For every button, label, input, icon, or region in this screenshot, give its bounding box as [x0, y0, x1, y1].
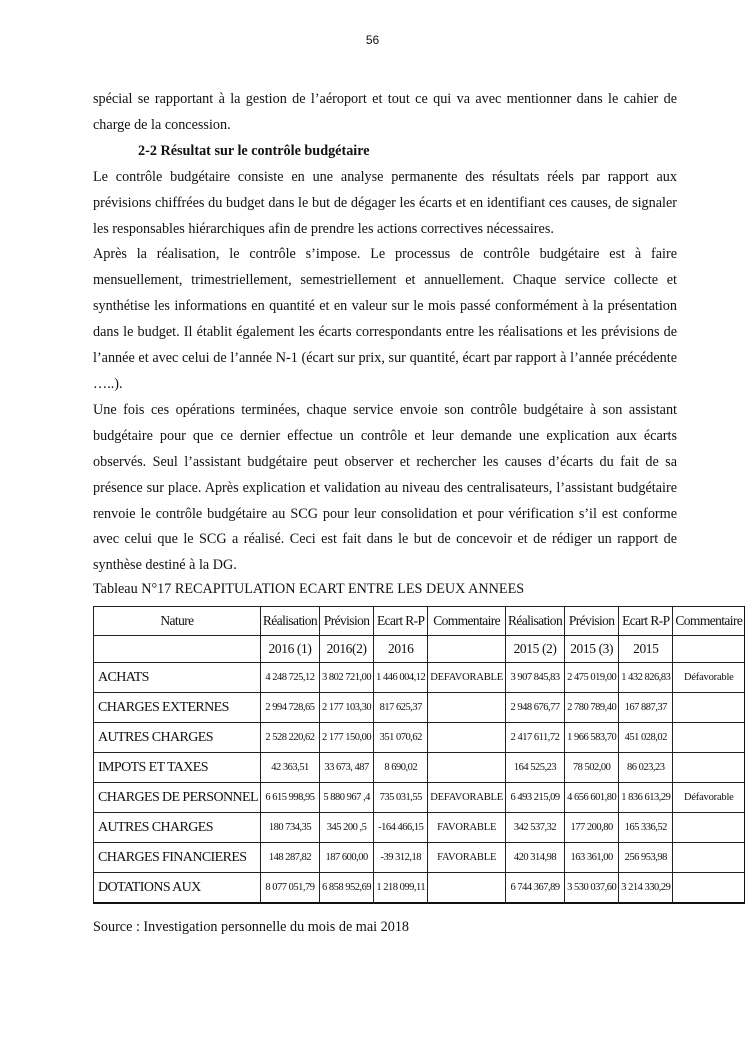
comment-cell: Défavorable: [673, 663, 745, 693]
header-cell: Réalisation: [260, 607, 319, 636]
value-cell: 1 432 826,83: [619, 663, 673, 693]
value-cell: 2 780 789,40: [565, 693, 619, 723]
value-cell: 86 023,23: [619, 753, 673, 783]
value-cell: 420 314,98: [505, 843, 564, 873]
paragraph-3: Après la réalisation, le contrôle s’impose. Le processus de contrôle budgétaire est à faire mensuellement, trimestriellement, semestriellement et annuellement. Chaque service collecte et synthétise les informations en quantité et en valeur sur le mois passé conformément à la présentation dans le budget. Il établit également les écarts correspondants entre les réalisations et les prévisions de l’année et avec celui de l’année N-1 (écart sur prix, sur quantité, écart par rapport à l’année précédente …..).: [93, 246, 677, 392]
comment-cell: [673, 723, 745, 753]
paragraph-4: Une fois ces opérations terminées, chaque service envoie son contrôle budgétaire à son assistant budgétaire pour que ce dernier effectue un contrôle et leur demande une explication aux écarts observés. Seul l’assistant budgétaire peut observer et rechercher les causes d’écarts du fait de sa présence sur place. Après explication et validation au niveau des centralisateurs, l’assistant budgétaire renvoie le contrôle budgétaire au SCG pour leur consolidation et pour vérification s’il est conforme avec celui que le SCG a réalisé. Ceci est fait dans le but de concevoir et de rédiger un rapport de synthèse destiné à la DG.: [93, 401, 677, 574]
table-caption: Tableau N°17 RECAPITULATION ECART ENTRE LES DEUX ANNEES: [93, 581, 525, 597]
table-row: [94, 693, 745, 723]
value-cell: 256 953,98: [619, 843, 673, 873]
value-cell: -164 466,15: [374, 813, 428, 843]
table-row: [94, 723, 745, 753]
header-cell: Prévision: [320, 607, 374, 636]
year-cell: [673, 636, 745, 663]
value-cell: 167 887,37: [619, 693, 673, 723]
comment-cell: [428, 723, 506, 753]
comment-cell: FAVORABLE: [428, 843, 506, 873]
value-cell: 6 493 215,09: [505, 783, 564, 813]
year-cell: 2016 (1): [260, 636, 319, 663]
nature-cell: IMPOTS ET TAXES: [94, 753, 261, 783]
value-cell: 3 530 037,60: [565, 873, 619, 904]
nature-cell: CHARGES FINANCIERES: [94, 843, 261, 873]
value-cell: 2 528 220,62: [260, 723, 319, 753]
header-cell: Ecart R-P: [619, 607, 673, 636]
value-cell: 33 673, 487: [320, 753, 374, 783]
value-cell: 2 177 103,30: [320, 693, 374, 723]
value-cell: 78 502,00: [565, 753, 619, 783]
header-cell: Prévision: [565, 607, 619, 636]
value-cell: -39 312,18: [374, 843, 428, 873]
value-cell: 8 690,02: [374, 753, 428, 783]
comment-cell: DEFAVORABLE: [428, 663, 506, 693]
comment-cell: [428, 753, 506, 783]
value-cell: 2 417 611,72: [505, 723, 564, 753]
value-cell: 817 625,37: [374, 693, 428, 723]
value-cell: 164 525,23: [505, 753, 564, 783]
header-cell: Commentaire: [673, 607, 745, 636]
year-cell: 2015: [619, 636, 673, 663]
value-cell: 345 200 ,5: [320, 813, 374, 843]
recap-table: [93, 606, 745, 904]
header-cell: Commentaire: [428, 607, 506, 636]
comment-cell: Défavorable: [673, 783, 745, 813]
value-cell: 1 836 613,29: [619, 783, 673, 813]
nature-cell: DOTATIONS AUX: [94, 873, 261, 904]
comment-cell: [673, 813, 745, 843]
comment-cell: [428, 693, 506, 723]
header-cell: Ecart R-P: [374, 607, 428, 636]
value-cell: 2 475 019,00: [565, 663, 619, 693]
year-cell: 2016: [374, 636, 428, 663]
comment-cell: DEFAVORABLE: [428, 783, 506, 813]
nature-cell: CHARGES EXTERNES: [94, 693, 261, 723]
table-header-row: [94, 607, 745, 636]
value-cell: 735 031,55: [374, 783, 428, 813]
value-cell: 6 858 952,69: [320, 873, 374, 904]
table-row: [94, 663, 745, 693]
table-row: [94, 843, 745, 873]
nature-cell: AUTRES CHARGES: [94, 723, 261, 753]
value-cell: 180 734,35: [260, 813, 319, 843]
year-cell: 2015 (2): [505, 636, 564, 663]
table-row: [94, 753, 745, 783]
value-cell: 6 744 367,89: [505, 873, 564, 904]
table-row: [94, 873, 745, 904]
section-heading: 2-2 Résultat sur le contrôle budgétaire: [138, 142, 370, 159]
table-row: [94, 783, 745, 813]
value-cell: 3 214 330,29: [619, 873, 673, 904]
page-number: 56: [365, 33, 380, 47]
value-cell: 8 077 051,79: [260, 873, 319, 904]
value-cell: 4 656 601,80: [565, 783, 619, 813]
nature-cell: AUTRES CHARGES: [94, 813, 261, 843]
value-cell: 2 948 676,77: [505, 693, 564, 723]
value-cell: 2 994 728,65: [260, 693, 319, 723]
year-cell: [94, 636, 261, 663]
value-cell: 351 070,62: [374, 723, 428, 753]
table-year-row: [94, 636, 745, 663]
value-cell: 165 336,52: [619, 813, 673, 843]
value-cell: 451 028,02: [619, 723, 673, 753]
value-cell: 2 177 150,00: [320, 723, 374, 753]
paragraph-2: Le contrôle budgétaire consiste en une analyse permanente des résultats réels par rapport aux prévisions chiffrées du budget dans le but de dégager les écarts et en identifiant ces causes, de signaler les responsables hiérarchiques afin de prendre les actions correctives nécessaires.: [93, 168, 677, 237]
value-cell: 3 802 721,00: [320, 663, 374, 693]
value-cell: 1 218 099,11: [374, 873, 428, 904]
table-row: [94, 813, 745, 843]
header-cell: Nature: [94, 607, 261, 636]
value-cell: 1 446 004,12: [374, 663, 428, 693]
year-cell: [428, 636, 506, 663]
value-cell: 177 200,80: [565, 813, 619, 843]
value-cell: 3 907 845,83: [505, 663, 564, 693]
value-cell: 6 615 998,95: [260, 783, 319, 813]
value-cell: 42 363,51: [260, 753, 319, 783]
comment-cell: [428, 873, 506, 904]
comment-cell: [673, 843, 745, 873]
value-cell: 342 537,32: [505, 813, 564, 843]
value-cell: 4 248 725,12: [260, 663, 319, 693]
value-cell: 187 600,00: [320, 843, 374, 873]
comment-cell: FAVORABLE: [428, 813, 506, 843]
value-cell: 163 361,00: [565, 843, 619, 873]
comment-cell: [673, 753, 745, 783]
table-source: Source : Investigation personnelle du mois de mai 2018: [93, 919, 410, 935]
nature-cell: CHARGES DE PERSONNEL: [94, 783, 261, 813]
year-cell: 2015 (3): [565, 636, 619, 663]
comment-cell: [673, 873, 745, 904]
header-cell: Réalisation: [505, 607, 564, 636]
value-cell: 5 880 967 ,4: [320, 783, 374, 813]
paragraph-1: spécial se rapportant à la gestion de l’aéroport et tout ce qui va avec mentionner dans le cahier de charge de la concession.: [93, 91, 677, 133]
year-cell: 2016(2): [320, 636, 374, 663]
body-text: [93, 87, 677, 579]
comment-cell: [673, 693, 745, 723]
value-cell: 148 287,82: [260, 843, 319, 873]
value-cell: 1 966 583,70: [565, 723, 619, 753]
nature-cell: ACHATS: [94, 663, 261, 693]
